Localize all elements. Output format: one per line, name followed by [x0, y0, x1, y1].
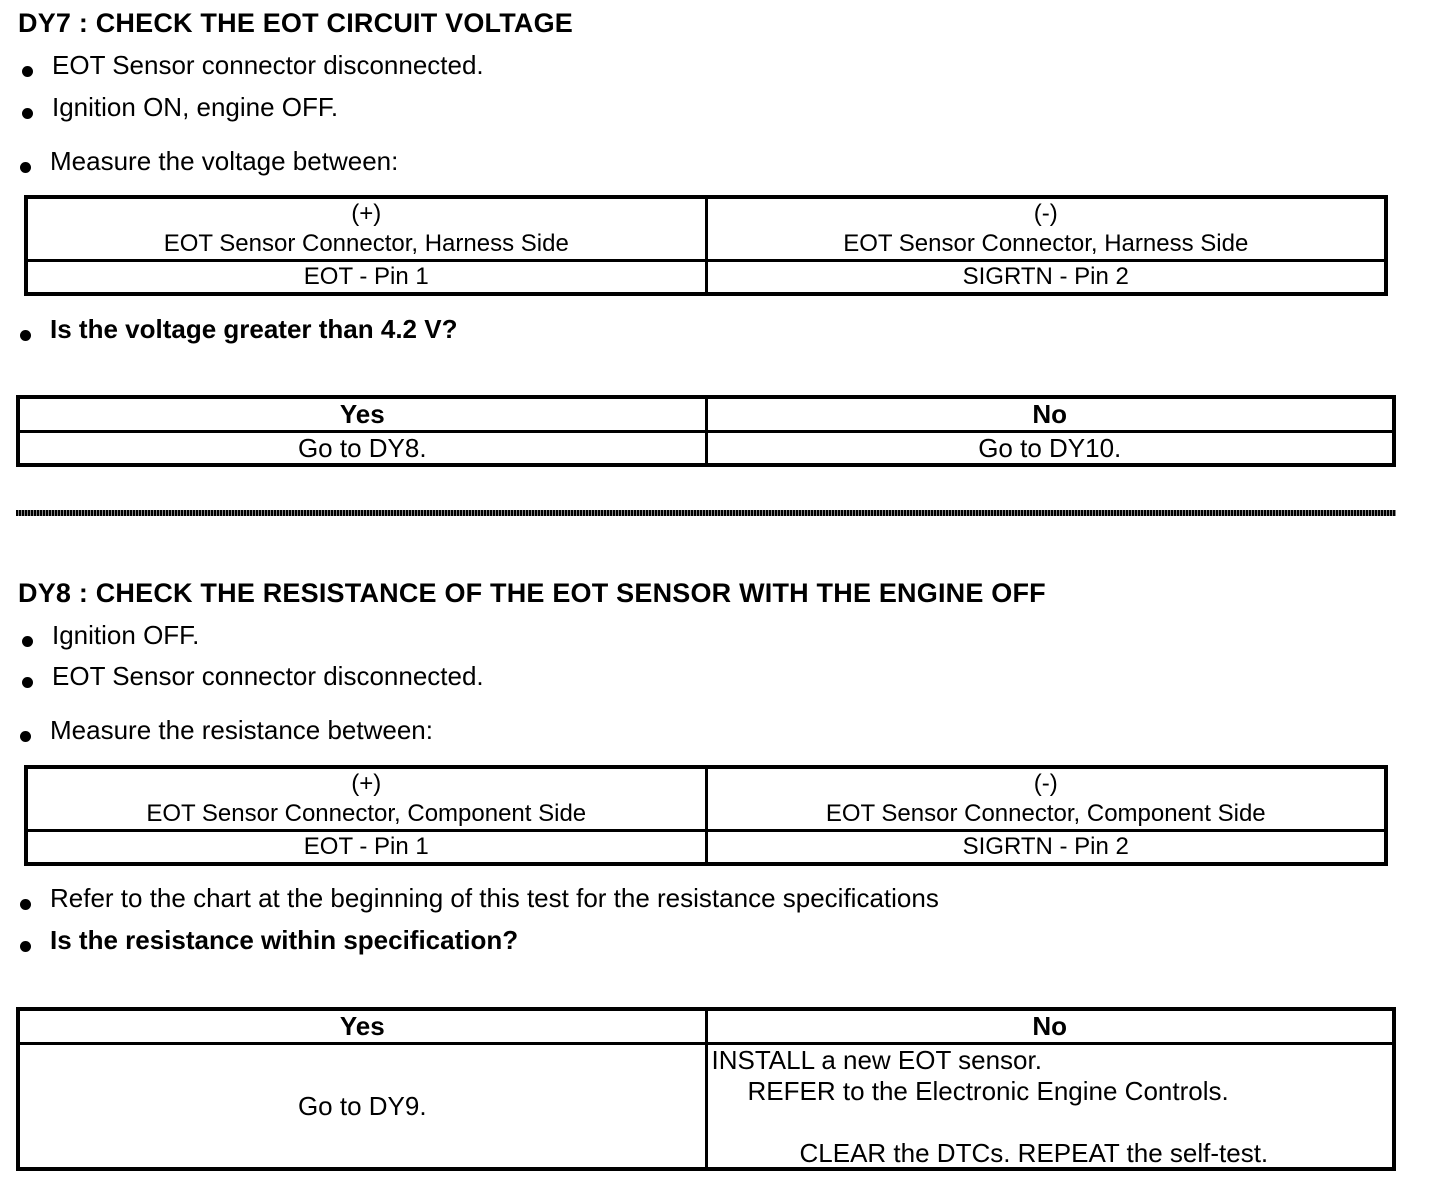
dy8-heading: DY8 : CHECK THE RESISTANCE OF THE EOT SENSOR WITH THE ENGINE OFF	[18, 578, 1046, 608]
minus-header-cell	[706, 767, 1386, 831]
dy7-bullet-1: EOT Sensor connector disconnected.	[52, 50, 484, 80]
plus-subheader: EOT Sensor Connector, Component Side	[146, 800, 587, 827]
yes-header: Yes	[18, 397, 706, 431]
minus-header: (-)	[1033, 770, 1058, 797]
yes-action: Go to DY9.	[18, 1043, 706, 1169]
no-action-refer: REFER to the Electronic Engine Controls.	[747, 1075, 1229, 1106]
section-divider	[16, 510, 1396, 516]
minus-value: SIGRTN - Pin 2	[706, 261, 1386, 295]
bullet-icon	[22, 108, 33, 119]
dy8-bullet-2: EOT Sensor connector disconnected.	[52, 661, 484, 691]
plus-value: EOT - Pin 1	[26, 261, 706, 295]
plus-subheader: EOT Sensor Connector, Harness Side	[163, 230, 569, 257]
bullet-icon	[20, 162, 31, 173]
dy8-note: Refer to the chart at the beginning of this test for the resistance specifications	[50, 883, 939, 913]
dy7-bullet-2: Ignition ON, engine OFF.	[52, 92, 339, 122]
dy7-result-table	[16, 395, 1396, 467]
no-header: No	[706, 397, 1394, 431]
dy7-bullet-3: Measure the voltage between:	[50, 146, 399, 176]
minus-header-cell	[706, 197, 1386, 261]
dy8-result-table	[16, 1007, 1396, 1171]
bullet-icon	[20, 941, 31, 952]
bullet-icon	[22, 677, 33, 688]
plus-header: (+)	[351, 770, 382, 797]
dy7-question: Is the voltage greater than 4.2 V?	[50, 314, 458, 344]
plus-value: EOT - Pin 1	[26, 831, 706, 865]
dy8-question: Is the resistance within specification?	[50, 925, 519, 955]
yes-header: Yes	[18, 1009, 706, 1043]
bullet-icon	[22, 636, 33, 647]
yes-action: Go to DY8.	[18, 431, 706, 465]
minus-subheader: EOT Sensor Connector, Component Side	[825, 800, 1266, 827]
dy8-measure-table	[24, 765, 1388, 866]
no-header: No	[706, 1009, 1394, 1043]
minus-subheader: EOT Sensor Connector, Harness Side	[843, 230, 1249, 257]
bullet-icon	[20, 899, 31, 910]
plus-header: (+)	[351, 200, 382, 227]
no-action-install: INSTALL a new EOT sensor.	[711, 1044, 1042, 1075]
dy8-bullet-3: Measure the resistance between:	[50, 715, 433, 745]
no-action-cell	[706, 1043, 1394, 1169]
bullet-icon	[20, 330, 31, 341]
plus-header-cell	[26, 197, 706, 261]
dy7-heading: DY7 : CHECK THE EOT CIRCUIT VOLTAGE	[18, 8, 574, 38]
plus-header-cell	[26, 767, 706, 831]
dy7-measure-table	[24, 195, 1388, 296]
dy8-bullet-1: Ignition OFF.	[52, 620, 200, 650]
minus-value: SIGRTN - Pin 2	[706, 831, 1386, 865]
minus-header: (-)	[1033, 200, 1058, 227]
no-action: Go to DY10.	[706, 431, 1394, 465]
bullet-icon	[22, 66, 33, 77]
no-action-clear: CLEAR the DTCs. REPEAT the self-test.	[799, 1137, 1269, 1168]
bullet-icon	[20, 731, 31, 742]
